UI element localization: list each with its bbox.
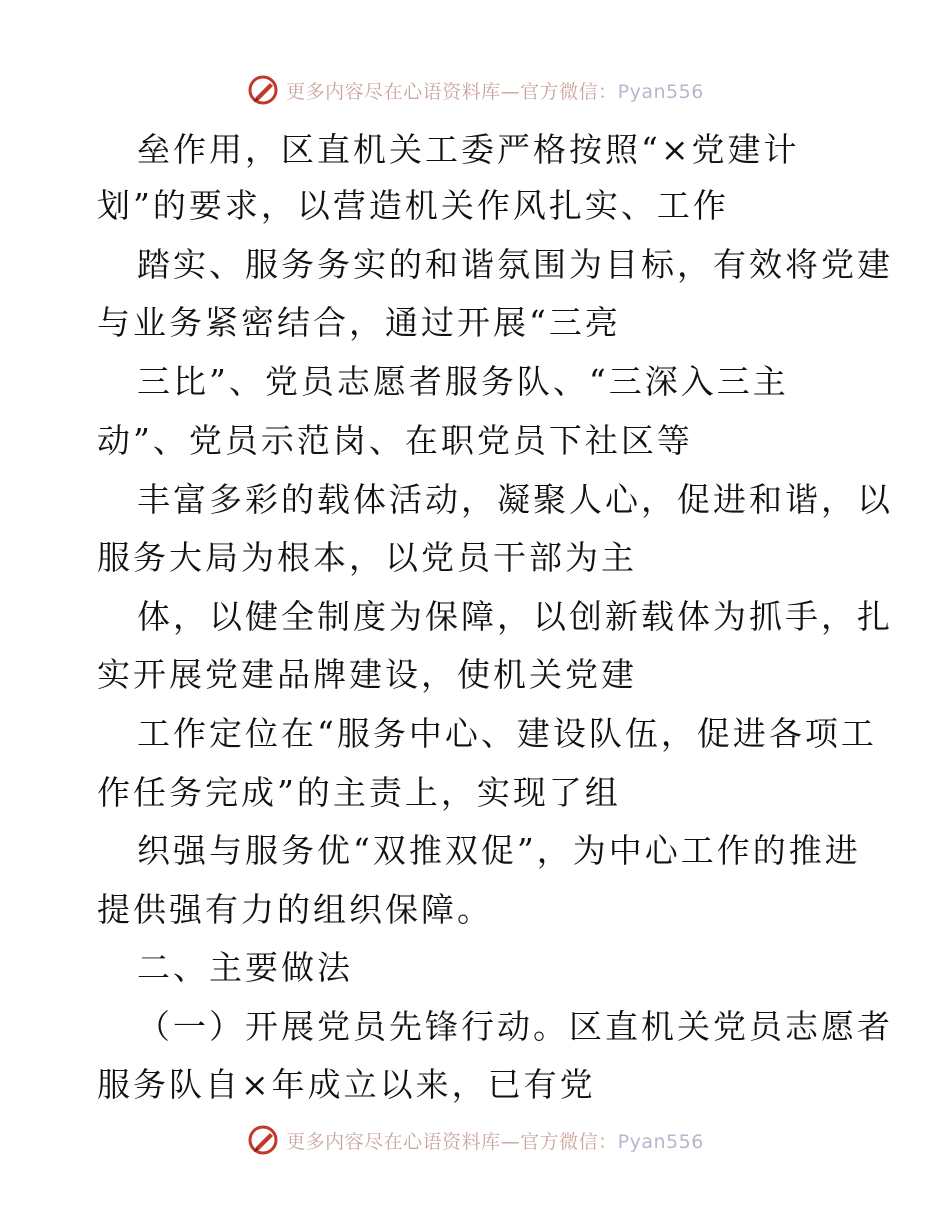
pen-logo-icon bbox=[246, 1123, 280, 1157]
body-line: 服务队自×年成立以来，已有党 bbox=[97, 1065, 596, 1104]
body-line: 织强与服务优“双推双促”，为中心工作的推进 bbox=[137, 831, 861, 870]
body-line: 体，以健全制度为保障，以创新载体为抓手，扎 bbox=[137, 597, 893, 636]
footer-watermark bbox=[0, 1120, 950, 1160]
body-line: 三比”、党员志愿者服务队、“三深入三主 bbox=[137, 362, 789, 401]
body-line: 服务大局为根本，以党员干部为主 bbox=[97, 538, 637, 577]
body-line: （一）开展党员先锋行动。区直机关党员志愿者 bbox=[137, 1007, 893, 1046]
watermark-text: 更多内容尽在心语资料库—官方微信：Pyan556 bbox=[286, 80, 704, 103]
body-line: 与业务紧密结合，通过开展“三亮 bbox=[97, 303, 621, 342]
body-line: 踏实、服务务实的和谐氛围为目标，有效将党建 bbox=[137, 245, 893, 284]
body-line: 丰富多彩的载体活动，凝聚人心，促进和谐，以 bbox=[137, 480, 893, 519]
body-line: 提供强有力的组织保障。 bbox=[97, 890, 493, 929]
section-heading: 二、主要做法 bbox=[137, 948, 353, 987]
body-line: 动”、党员示范岗、在职党员下社区等 bbox=[97, 421, 693, 460]
body-line: 垒作用，区直机关工委严格按照“×党建计 bbox=[137, 130, 800, 169]
watermark-text: 更多内容尽在心语资料库—官方微信：Pyan556 bbox=[286, 1130, 704, 1153]
body-line: 划”的要求，以营造机关作风扎实、工作 bbox=[97, 186, 729, 225]
body-line: 作任务完成”的主责上，实现了组 bbox=[97, 773, 621, 812]
body-line: 工作定位在“服务中心、建设队伍，促进各项工 bbox=[137, 714, 877, 753]
body-line: 实开展党建品牌建设，使机关党建 bbox=[97, 655, 637, 694]
